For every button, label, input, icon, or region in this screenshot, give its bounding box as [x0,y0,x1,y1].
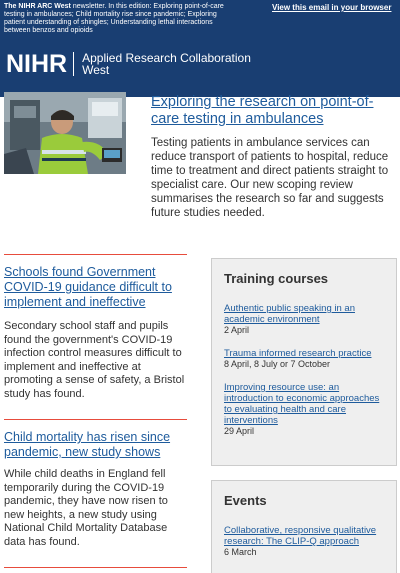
preheader-text [4,3,239,35]
preheader-bold: The NIHR ARC West [4,3,71,10]
story-summary: While child deaths in England fell temporarily during the COVID-19 pandemic, they have now risen to new heights, a new study using National Child Mortality Database data has found. [4,468,168,548]
story-summary: Secondary school staff and pupils found the government's COVID-19 infection control measures difficult to implement and ineffective at promoting a sense of safety, a Bristol study has found. [4,320,185,400]
feature-summary: Testing patients in ambulance services can reduce transport of patients to hospital, reduce time to treatment and direct patients straight to specialist care. Our new scoping review summarises the research so far and suggests future studies needed. [151,137,389,219]
event-item [224,525,384,558]
view-in-browser-link[interactable]: View this email in your browser [272,3,392,12]
story-divider [4,419,187,420]
logo-subtitle [82,52,251,76]
ambulance-photo-illustration [4,92,126,174]
training-item-date: 29 April [224,426,255,436]
story-divider [4,254,187,255]
email-header [0,0,400,97]
training-item [224,348,384,370]
event-item-date: 6 March [224,547,257,557]
training-item-link[interactable]: Improving resource use: an introduction to economic approaches to evaluating health and care interventions [224,382,380,426]
logo-subtitle-line2: West [82,63,110,77]
training-courses-heading: Training courses [224,271,329,286]
logo-wordmark: NIHR [6,50,68,78]
events-heading: Events [224,493,267,508]
training-item [224,382,384,437]
story-divider [4,567,187,568]
nihr-logo[interactable] [6,50,251,78]
feature-image-paramedic[interactable] [4,92,126,174]
event-item-link[interactable]: Collaborative, responsive qualitative research: The CLIP-Q approach [224,525,377,547]
training-item-link[interactable]: Trauma informed research practice [224,348,372,359]
events-box [211,480,397,573]
logo-subtitle-line1: Applied Research Collaboration [82,51,251,65]
story-title-link[interactable]: Schools found Government COVID-19 guidance difficult to implement and ineffective [4,265,172,309]
training-item [224,303,384,336]
feature-title-link[interactable]: Exploring the research on point-of-care testing in ambulances [151,94,374,127]
training-item-link[interactable]: Authentic public speaking in an academic environment [224,303,355,325]
logo-divider [73,52,74,76]
training-item-date: 2 April [224,325,250,335]
preheader-rest: newsletter. In this edition: Exploring point-of-care testing in ambulances; Child mortality rise since pandemic; Exploring patient understanding of shingles; Understanding lethal interactions between benzos and opioids [4,3,224,34]
training-courses-box [211,258,397,466]
training-item-date: 8 April, 8 July or 7 October [224,359,331,369]
story-title-link[interactable]: Child mortality has risen since pandemic, new study shows [4,430,171,459]
